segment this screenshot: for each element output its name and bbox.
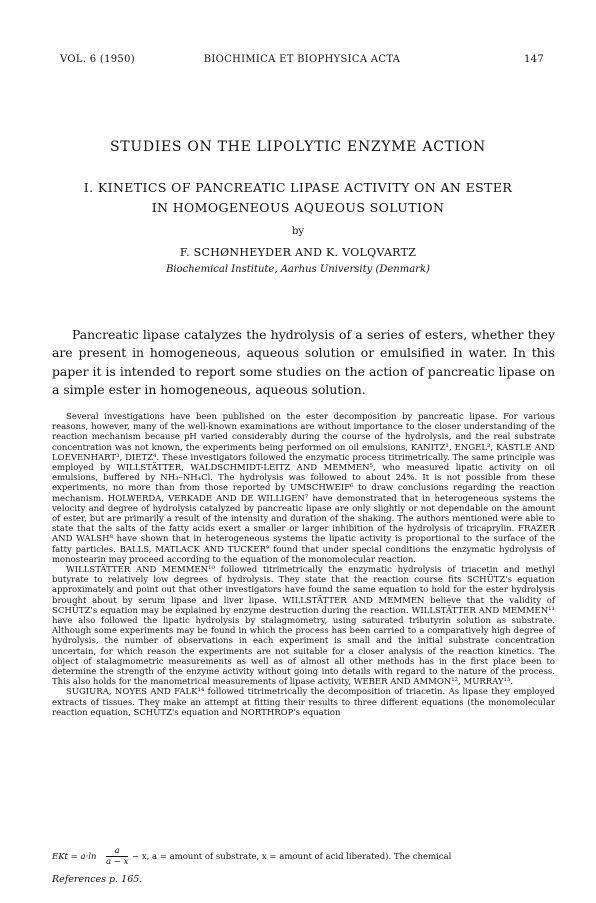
equation-lhs: EKt = a·ln	[52, 852, 97, 862]
volume-label: VOL. 6 (1950)	[60, 54, 135, 65]
affiliation: Biochemical Institute, Aarhus University (Denmark)	[166, 264, 430, 275]
article-title: STUDIES ON THE LIPOLYTIC ENZYME ACTION	[110, 139, 486, 155]
by-line: by	[291, 226, 305, 237]
subtitle-line-1: I. KINETICS OF PANCREATIC LIPASE ACTIVITY ON AN ESTER	[83, 180, 513, 195]
equation-numerator: a	[106, 846, 128, 857]
running-head	[60, 54, 544, 68]
article-subtitle	[0, 178, 596, 218]
equation-denominator: a − x	[106, 857, 129, 867]
equation-fraction	[106, 846, 128, 867]
page-number: 147	[524, 54, 544, 65]
body-text	[52, 412, 555, 718]
body-paragraph-1: Several investigations have been published on the ester decomposition by pancreatic lipase. For various reasons, however, many of the well-known examinations are without importance to the closer understanding of the reaction mechanism because pH varied considerably during the course of the hydrolysis, and the real substrate concentration was not known, the experiments being performed on oil emulsions, KANITZ¹, ENGEL², KASTLE AND LOEVENHART³, DIETZ⁴. These investigators followed the enzymatic process titrimetrically. The same principle was employed by WILLSTÄTTER, WALDSCHMIDT-LEITZ AND MEMMEN⁵, who measured lipatic activity on oil emulsions, buffered by NH₃–NH₄Cl. The hydrolysis was followed to about 24%. It is not possible from these experiments, no more than from those reported by UMSCHWEIF⁶ to draw conclusions regarding the reaction mechanism. HOLWERDA, VERKADE AND DE WILLIGEN⁷ have demonstrated that in heterogeneous systems the velocity and degree of hydrolysis catalyzed by pancreatic lipase are only slightly or not dependable on the amount of ester, but are primarily a result of the intensity and duration of the shaking. The authors mentioned were able to state that the salts of the fatty acids exert a smaller or larger inhibition of the hydrolysis of tricaprylin. FRAZER AND WALSH⁸ have shown that in heterogeneous systems the lipatic activity is proportional to the surface of the fatty particles. BALLS, MATLACK AND TUCKER⁹ found that under special conditions the enzymatic hydrolysis of monostearin may proceed according to the equation of the monomolecular reaction.	[52, 412, 555, 565]
authors: F. SCHØNHEYDER AND K. VOLQVARTZ	[179, 246, 417, 259]
body-paragraph-2: WILLSTÄTTER AND MEMMEN¹⁰ followed titrimetrically the enzymatic hydrolysis of triacetin and methyl butyrate to relatively low degrees of hydrolysis. They state that the reaction course fits SCHÜTZ's equation approximately and point out that other investigators have found the same equation to hold for the ester hydrolysis brought about by serum lipase and liver lipase. WILLSTÄTTER AND MEMMEN believe that the validity of SCHÜTZ's equation may be explained by enzyme destruction during the reaction. WILLSTÄTTER AND MEMMEN¹¹ have also followed the lipatic hydrolysis by stalagmometry, using saturated tributyrin solution as substrate. Although some experiments may be found in which the process has been carried to a comparatively high degree of hydrolysis, the number of observations in each experiment is small and the initial substrate concentration uncertain, for which reason the experiments are not suitable for a closer analysis of the reaction kinetics. The object of stalagmometric measurements as well as of almost all other methods has in the first place been to determine the strength of the enzyme activity without going into details with regard to the nature of the process. This also holds for the manometrical measurements of lipase activity, WEBER AND AMMON¹², MURRAY¹³.	[52, 565, 555, 688]
abstract-paragraph: Pancreatic lipase catalyzes the hydrolysis of a series of esters, whether they are present in homogeneous, aqueous solution or emulsified in water. In this paper it is intended to report some studies on the action of pancreatic lipase on a simple ester in homogeneous, aqueous solution.	[52, 327, 555, 398]
references-note: References p. 165.	[52, 874, 143, 885]
journal-name: BIOCHIMICA ET BIOPHYSICA ACTA	[203, 54, 401, 65]
abstract	[52, 326, 555, 400]
equation-rest: − x, a = amount of substrate, x = amount of acid liberated). The chemical	[132, 852, 452, 862]
body-paragraph-3: SUGIURA, NOYES AND FALK¹⁴ followed titrimetrically the decomposition of triacetin. As lipase they employed extracts of tissues. They make an attempt at fitting their results to three different equations (the monomolecular reaction equation, SCHÜTZ's equation and NORTHROP's equation	[52, 687, 555, 718]
equation-line	[52, 848, 555, 868]
subtitle-line-2: IN HOMOGENEOUS AQUEOUS SOLUTION	[151, 200, 445, 215]
